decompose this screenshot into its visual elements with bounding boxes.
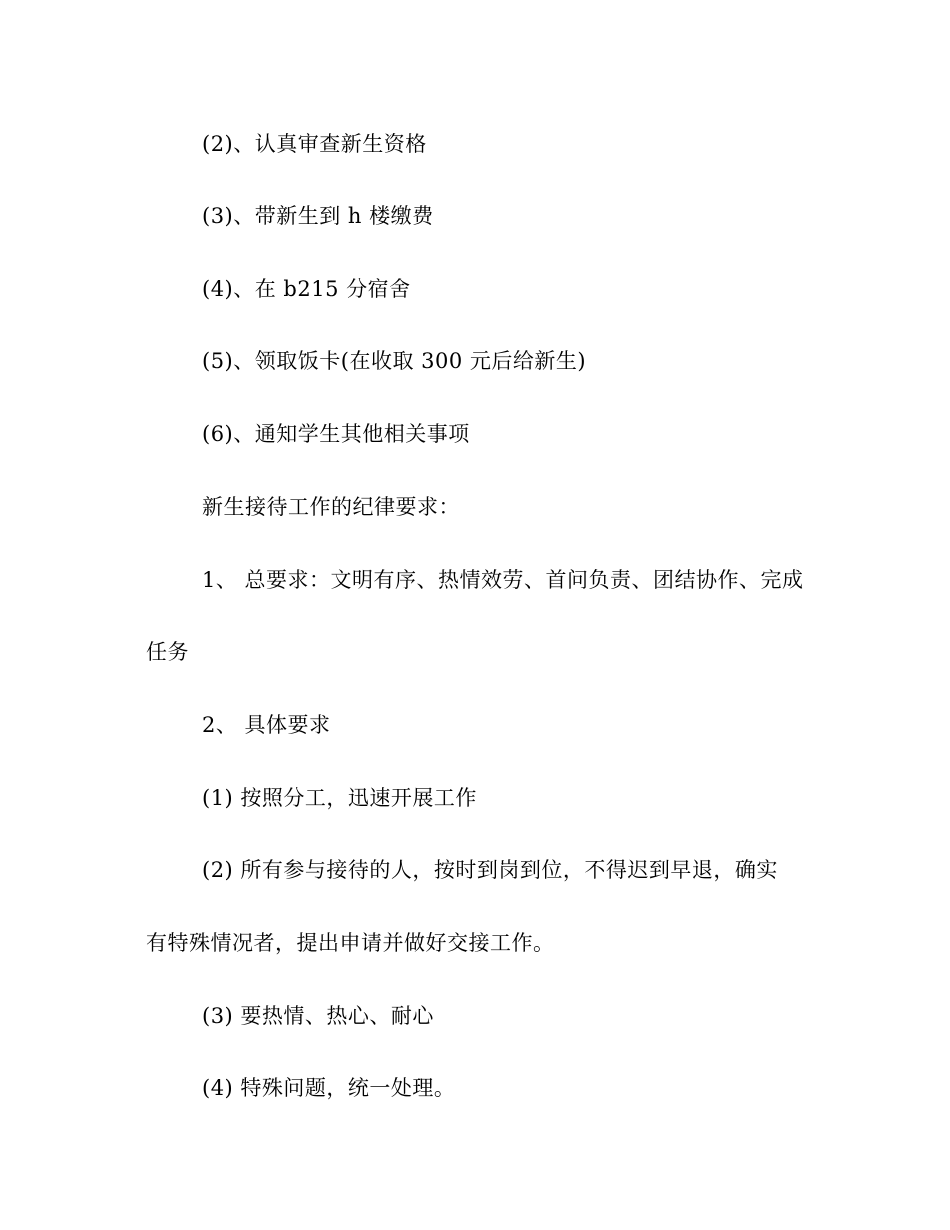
- paragraph-line: (3) 要热情、热心、耐心: [202, 1004, 434, 1028]
- paragraph-line: (4) 特殊问题，统一处理。: [202, 1076, 456, 1100]
- paragraph-line: (5)、领取饭卡(在收取 300 元后给新生): [202, 349, 587, 373]
- paragraph-line: (4)、在 b215 分宿舍: [202, 277, 411, 301]
- paragraph-line: (2) 所有参与接待的人，按时到岗到位，不得迟到早退，确实: [202, 858, 778, 882]
- paragraph-line: (6)、通知学生其他相关事项: [202, 422, 470, 446]
- paragraph-line: (1) 按照分工，迅速开展工作: [202, 786, 477, 810]
- paragraph-line: (3)、带新生到 h 楼缴费: [202, 204, 434, 228]
- paragraph-line-continuation: 有特殊情况者，提出申请并做好交接工作。: [146, 931, 555, 955]
- paragraph-line: 1、 总要求：文明有序、热情效劳、首问负责、团结协作、完成: [202, 568, 804, 592]
- paragraph-line: 2、 具体要求: [202, 713, 331, 737]
- section-heading: 新生接待工作的纪律要求：: [202, 495, 460, 519]
- paragraph-line: (2)、认真审查新生资格: [202, 132, 427, 156]
- paragraph-line-continuation: 任务: [146, 640, 189, 664]
